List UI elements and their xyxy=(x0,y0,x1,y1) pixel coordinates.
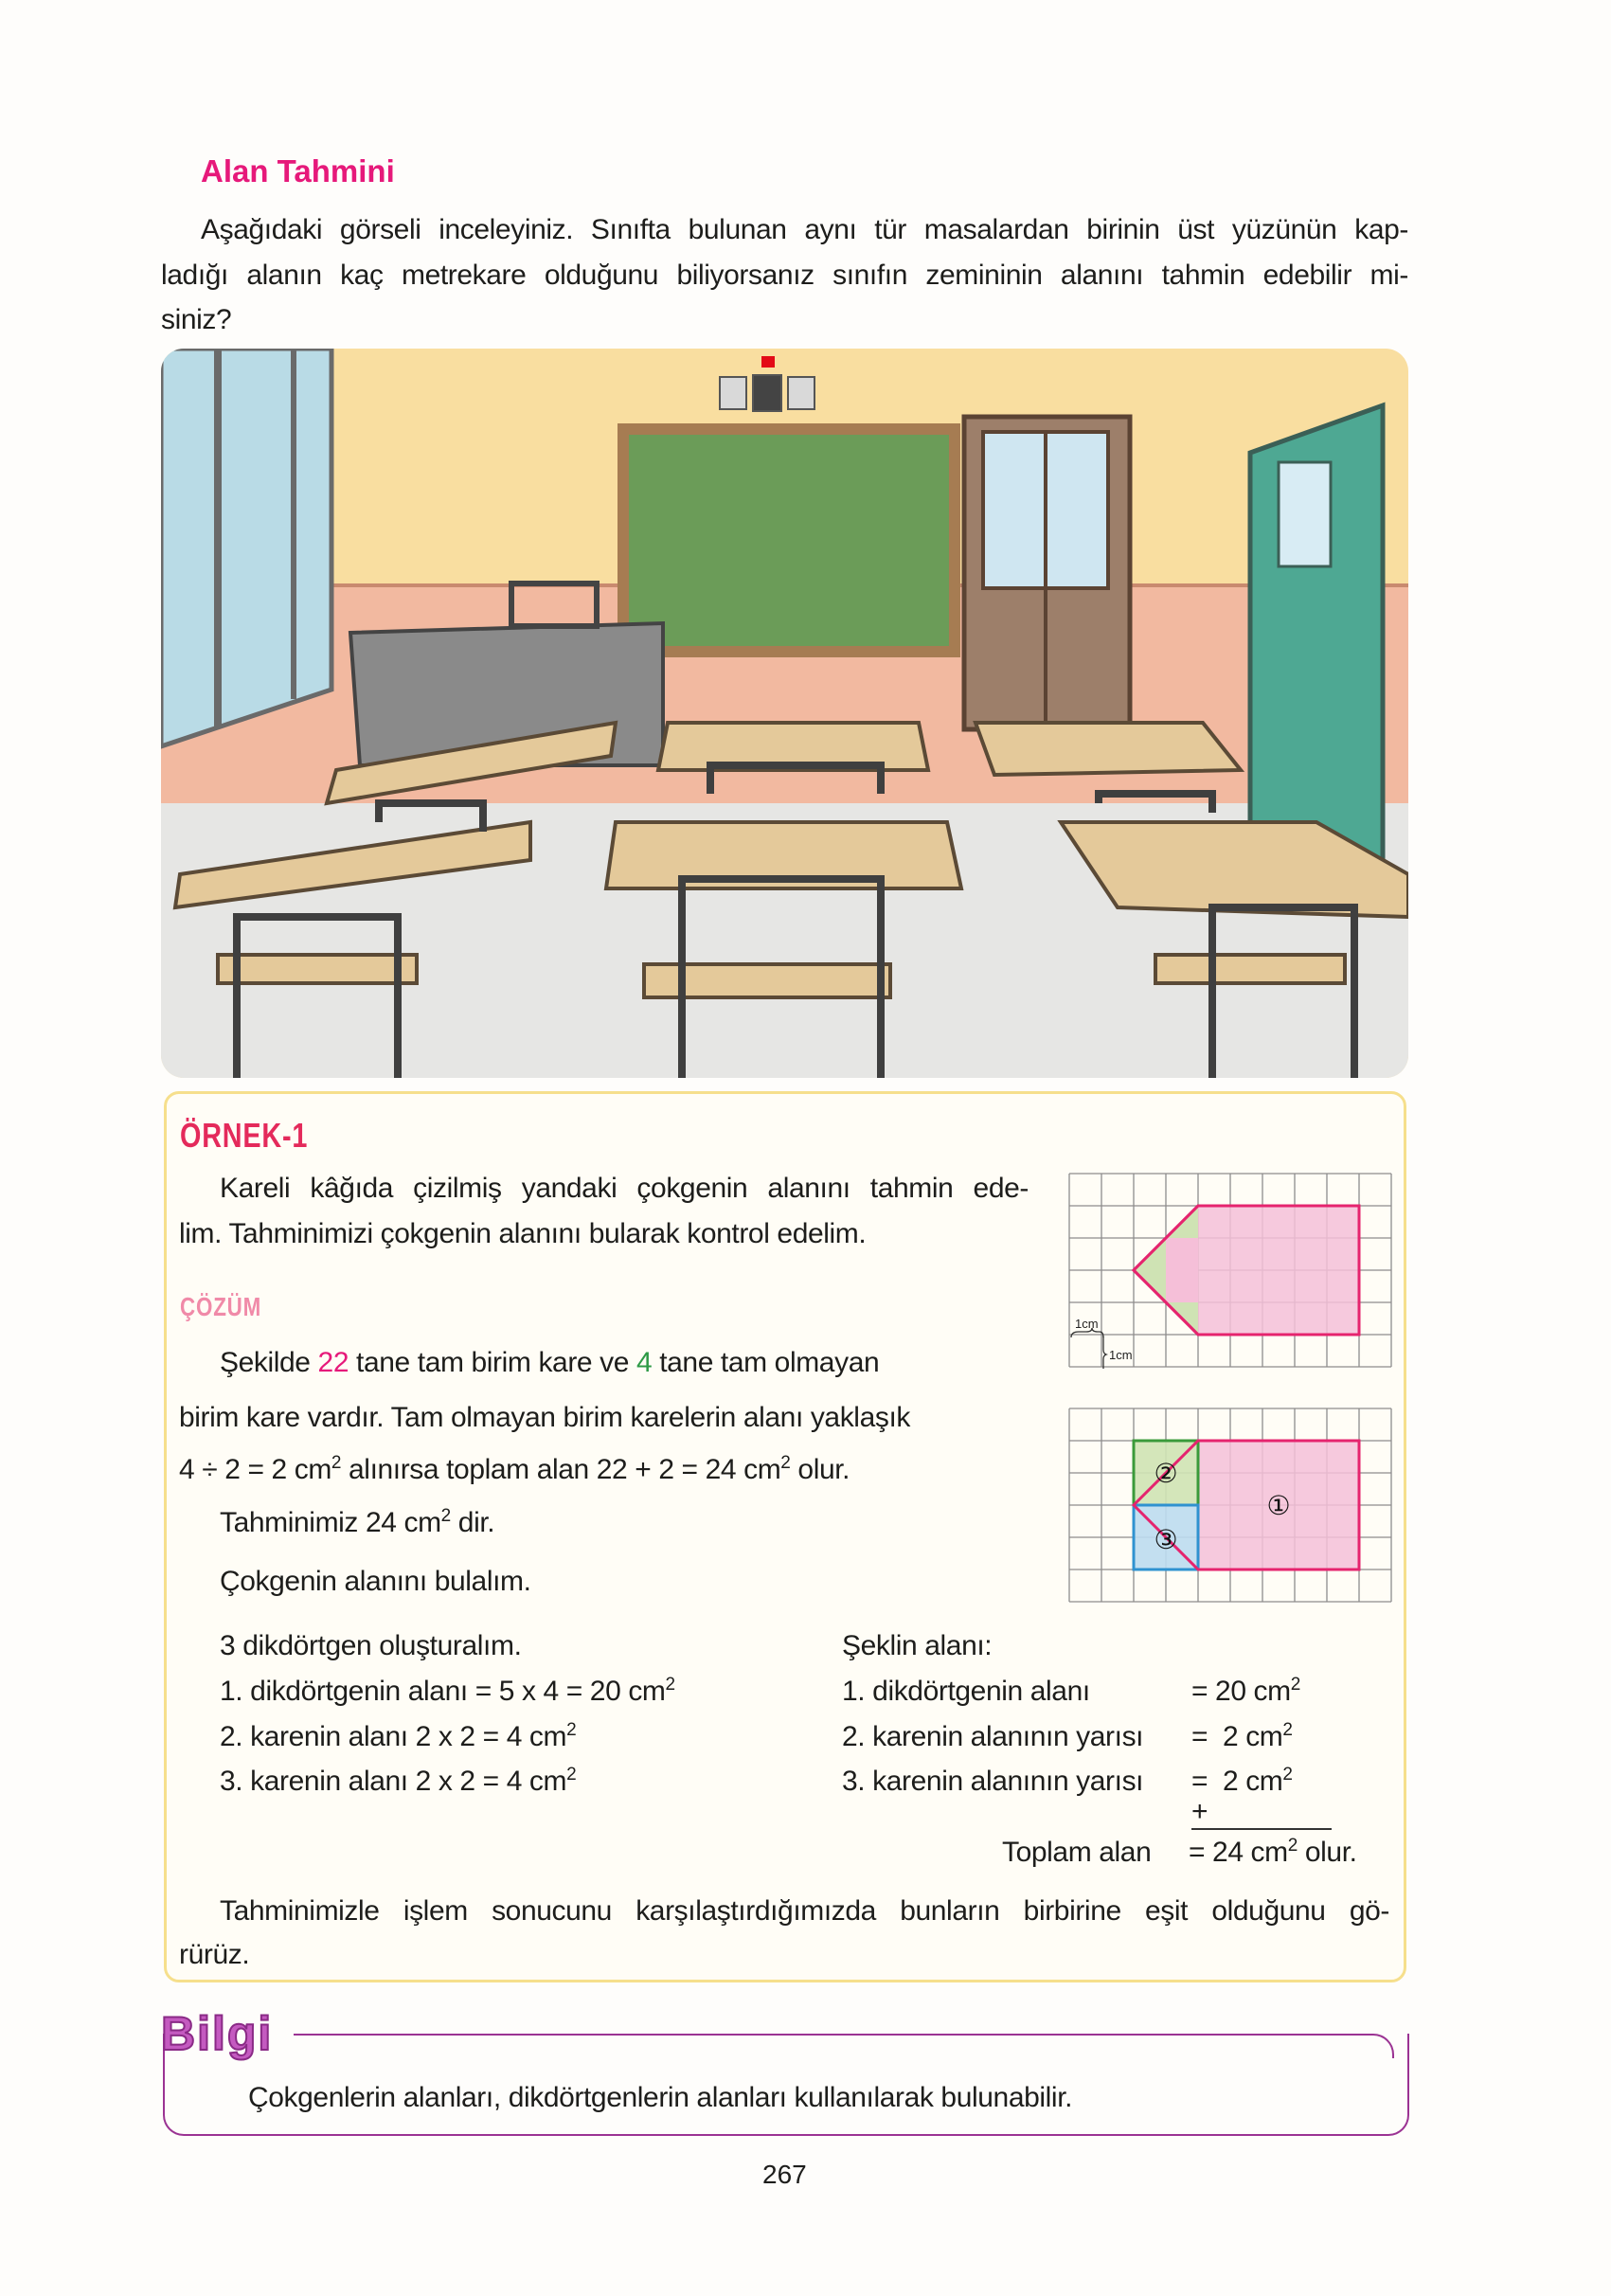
full-squares-count: 22 xyxy=(317,1347,349,1378)
blackboard xyxy=(623,429,955,652)
intro-line: Aşağıdaki görseli inceleyiniz. Sınıfta bulunan aynı tür masalardan birinin üst yüzünün kap- xyxy=(201,214,1408,245)
solution-heading: ÇÖZÜM xyxy=(180,1292,262,1321)
example-heading: ÖRNEK-1 xyxy=(180,1116,309,1155)
find-area-line: Çokgenin alanını bulalım. xyxy=(220,1566,531,1597)
unit-label-h: 1cm xyxy=(1075,1317,1099,1331)
intro-line: ladığı alanın kaç metrekare olduğunu biliyorsanız sınıfın zemininin alanını tahmin edebilir mi- xyxy=(161,260,1408,291)
info-text: Çokgenlerin alanları, dikdörtgenlerin alanları kullanılarak bulunabilir. xyxy=(248,2082,1073,2113)
right-col-value: = 2 $cm^2$ xyxy=(1191,1765,1293,1797)
example-question-line: Kareli kâğıda çizilmiş yandaki çokgenin alanını tahmin ede- xyxy=(220,1173,1029,1204)
left-col-line: 3. karenin alanı 2 x 2 = 4 $cm^2$ xyxy=(220,1765,577,1797)
info-divider xyxy=(294,2034,1394,2058)
right-col-heading: Şeklin alanı: xyxy=(842,1630,993,1661)
grid-figure-estimate xyxy=(1067,1172,1393,1371)
left-col-heading: 3 dikdörtgen oluşturalım. xyxy=(220,1630,522,1661)
left-col-line: 2. karenin alanı 2 x 2 = 4 $cm^2$ xyxy=(220,1720,577,1752)
plus-sign: + xyxy=(1191,1796,1208,1827)
info-heading: Bilgi xyxy=(161,2007,274,2060)
solution-line: birim kare vardır. Tam olmayan birim karelerin alanı yaklaşık xyxy=(179,1402,910,1433)
partial-squares-count: 4 xyxy=(635,1347,653,1378)
region-label-3: ③ xyxy=(1154,1525,1178,1554)
section-title: Alan Tahmini xyxy=(201,153,395,188)
total-value: = 24 $cm^2$ olur. xyxy=(1189,1836,1357,1868)
right-col-label: 1. dikdörtgenin alanı xyxy=(842,1676,1090,1707)
text: Şekilde xyxy=(220,1347,318,1378)
right-col-label: 2. karenin alanının yarısı xyxy=(842,1721,1144,1752)
text: tane tam olmayan xyxy=(652,1347,880,1378)
example-question-line: lim. Tahminimizi çokgenin alanını bularak kontrol edelim. xyxy=(179,1218,867,1249)
right-col-value: = 20 $cm^2$ xyxy=(1191,1675,1300,1707)
window xyxy=(161,349,331,746)
grid-figure-decomposition xyxy=(1067,1407,1393,1605)
conclusion-line: rürüz. xyxy=(179,1939,250,1970)
conclusion-line: Tahminimizle işlem sonucunu karşılaştırdığımızda bunların birbirine eşit olduğunu gö- xyxy=(220,1895,1389,1927)
right-col-value: = 2 $cm^2$ xyxy=(1191,1720,1293,1752)
text: tane tam birim kare ve xyxy=(349,1347,636,1378)
total-label: Toplam alan xyxy=(1002,1837,1152,1868)
unit-label-v: 1cm xyxy=(1109,1348,1133,1362)
region-label-1: ① xyxy=(1266,1491,1291,1520)
solution-line xyxy=(220,1346,879,1380)
region-label-2: ② xyxy=(1154,1459,1178,1488)
intro-line: siniz? xyxy=(161,304,232,335)
page-number: 267 xyxy=(762,2160,807,2189)
solution-line: 4 ÷ 2 = 2 $cm^2$ alınırsa toplam alan 22 + 2 = 24 $cm^2$ olur. xyxy=(179,1453,850,1485)
right-col-label: 3. karenin alanının yarısı xyxy=(842,1766,1144,1797)
sum-line xyxy=(1191,1828,1332,1830)
classroom-illustration xyxy=(161,349,1408,1078)
unit-brace-vertical xyxy=(1103,1336,1106,1369)
estimate-line: Tahminimiz 24 $cm^2$ dir. xyxy=(220,1506,495,1538)
left-col-line: 1. dikdörtgenin alanı = 5 x 4 = 20 $cm^2$ xyxy=(220,1675,675,1707)
